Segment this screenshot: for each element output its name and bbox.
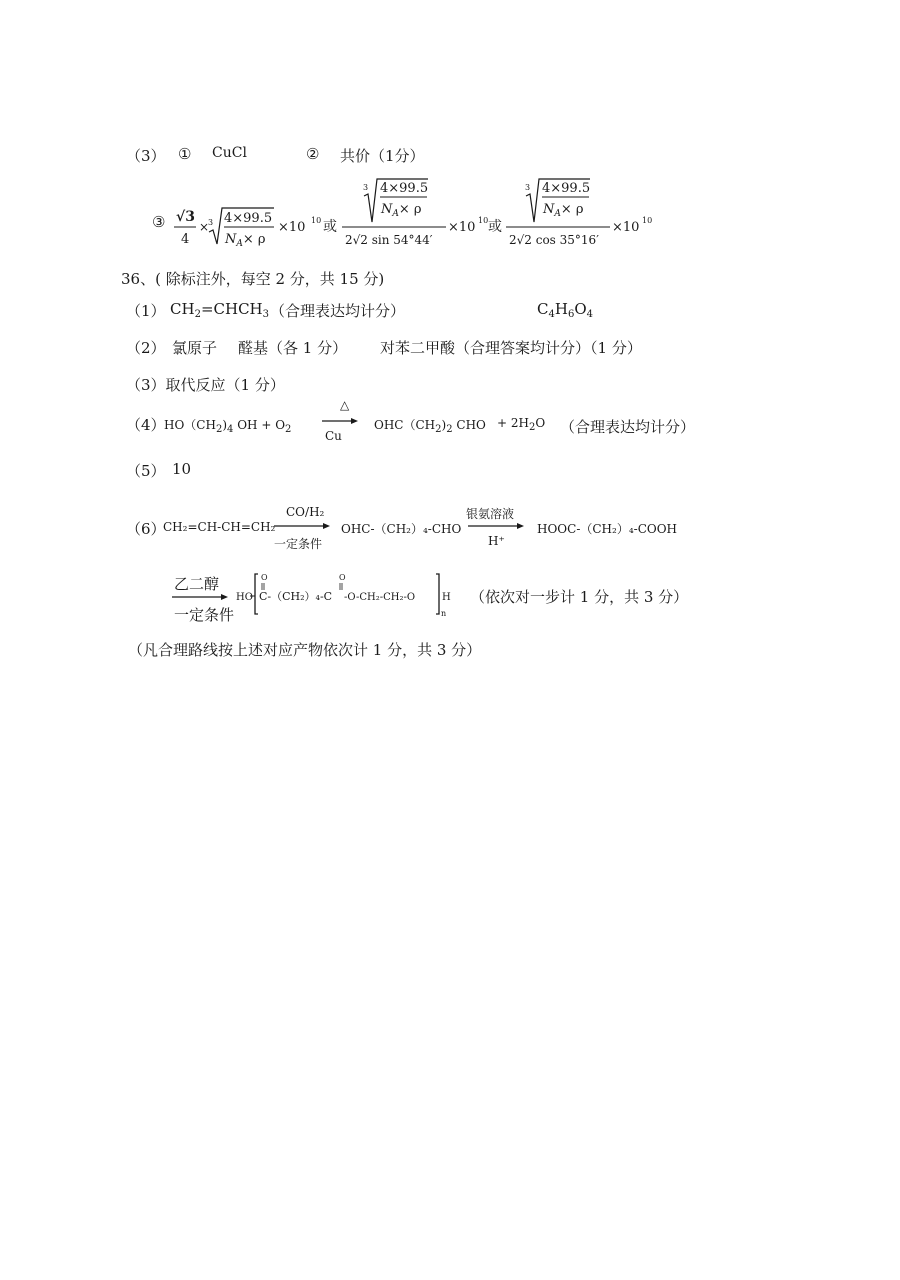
q3-part3-number: ③	[152, 213, 166, 231]
q3-part1-number: ①	[178, 145, 192, 163]
formula-times: ×	[199, 220, 210, 234]
formula-den-cos: 2√2 cos 35°16′	[509, 233, 599, 247]
polymer-o-2: O	[339, 573, 346, 582]
q36-line1-formula: $CH_2=CHCH_3$	[170, 300, 269, 320]
q36-line4-arrow-bottom: Cu	[325, 429, 342, 443]
q36-line6-arrow1-top: CO/H₂	[286, 505, 325, 519]
polymer-ho: HO	[236, 592, 253, 603]
formula-exp-2: 10	[478, 216, 489, 225]
svg-text:NA× ρ	[224, 232, 266, 249]
q3-part1-answer: CuCl	[212, 145, 247, 161]
q36-line2-number: （2）	[126, 339, 166, 357]
formula-sqrt3: √3	[176, 209, 195, 225]
polymer-rest: -O-CH₂-CH₂-O	[344, 592, 416, 603]
formula-na-sub-2: A	[392, 209, 399, 219]
q36-line1-formula2: $C_4H_6O_4$	[537, 300, 594, 320]
formula-numerator-3: 4×99.5	[542, 181, 591, 196]
formula-den-sin: 2√2 sin 54°44′	[345, 233, 433, 247]
q3-part2-answer: 共价（1分）	[340, 147, 425, 165]
q36-line6-arrow2-top: 银氨溶液	[466, 507, 515, 521]
polymer-o-1: O	[261, 573, 268, 582]
q36-line3: （3）取代反应（1 分）	[126, 376, 285, 394]
q36-line4-note: （合理表达均计分）	[560, 418, 696, 436]
formula-root-index: 3	[208, 218, 214, 227]
q36-line6-arrow2	[466, 521, 526, 531]
formula-ten-1: ×10	[278, 220, 306, 235]
formula-ten-3: ×10	[612, 220, 640, 235]
q36-line2-b: 醛基（各 1 分）	[238, 339, 348, 357]
q36-line4-arrow-top: △	[340, 398, 350, 412]
formula-na-sub-1: A	[236, 239, 243, 249]
q36-line6-end: HOOC-（CH₂）₄-COOH	[537, 522, 678, 536]
q36-line2-a: 氯原子	[172, 339, 218, 357]
formula-numerator-2: 4×99.5	[380, 181, 429, 196]
formula-ten-2: ×10	[448, 220, 476, 235]
formula-na-1: N	[225, 232, 237, 247]
formula-rho-3: × ρ	[560, 202, 584, 217]
q36-footer-note: （凡合理路线按上述对应产物依次计 1 分，共 3 分）	[128, 641, 482, 659]
q36-line4-plus: + $2H_2O$	[497, 416, 546, 433]
q36-line6-mid: OHC-（CH₂）₄-CHO	[341, 522, 462, 536]
polymer-h: H	[442, 592, 451, 603]
q3-part3-formula	[170, 174, 690, 254]
svg-text:NA× ρ	[542, 202, 584, 219]
q36-line4-arrow	[320, 416, 360, 426]
q36-header: 36、( 除标注外，每空 2 分，共 15 分)	[121, 270, 385, 288]
q36-line1-note: （合理表达均计分）	[270, 302, 406, 320]
q3-label: （3）	[126, 147, 166, 165]
q3-part2-number: ②	[306, 145, 320, 163]
formula-na-3: N	[543, 202, 555, 217]
q36-line4-left: $HO(CH_2)_4$ OH + $O_2$	[164, 418, 292, 435]
q36-line5-answer: 10	[172, 460, 192, 478]
q36-line7-note: （依次对一步计 1 分，共 3 分）	[470, 588, 689, 606]
q36-line6-arrow2-bottom: H⁺	[488, 534, 505, 548]
q36-line2-c: 对苯二甲酸（合理答案均计分）（1 分）	[380, 339, 642, 357]
formula-root-index-2: 3	[363, 183, 369, 192]
q36-line1-number: （1）	[126, 302, 166, 320]
q36-line7-arrow	[170, 592, 230, 602]
q36-line4-number: （4）	[126, 416, 166, 434]
q36-line6-start: CH₂=CH-CH=CH₂	[163, 520, 276, 534]
formula-rho-2: × ρ	[398, 202, 422, 217]
formula-root-index-3: 3	[525, 183, 531, 192]
formula-exp-1: 10	[311, 216, 322, 225]
svg-text:NA× ρ	[380, 202, 422, 219]
formula-or-2: 或	[488, 219, 502, 235]
q36-line6-number: （6）	[126, 520, 166, 538]
formula-exp-3: 10	[642, 216, 653, 225]
formula-four: 4	[181, 232, 190, 247]
polymer-c-chain: C-（CH₂）₄-C	[259, 590, 333, 603]
q36-line7-arrow-bottom: 一定条件	[174, 606, 235, 624]
formula-rho-1: × ρ	[242, 232, 266, 247]
q36-line7-arrow-top: 乙二醇	[174, 575, 220, 593]
formula-na-2: N	[381, 202, 393, 217]
q36-line5-number: （5）	[126, 462, 166, 480]
q36-polymer-structure	[236, 566, 466, 622]
q36-line6-arrow1	[272, 521, 332, 531]
q36-line4-right: $OHC(CH_2)_2$ CHO	[374, 418, 486, 435]
formula-or-1: 或	[323, 219, 337, 235]
formula-na-sub-3: A	[554, 209, 561, 219]
q36-line6-arrow1-bottom: 一定条件	[274, 537, 323, 551]
polymer-n: n	[441, 609, 447, 618]
formula-numerator-1: 4×99.5	[224, 211, 273, 226]
